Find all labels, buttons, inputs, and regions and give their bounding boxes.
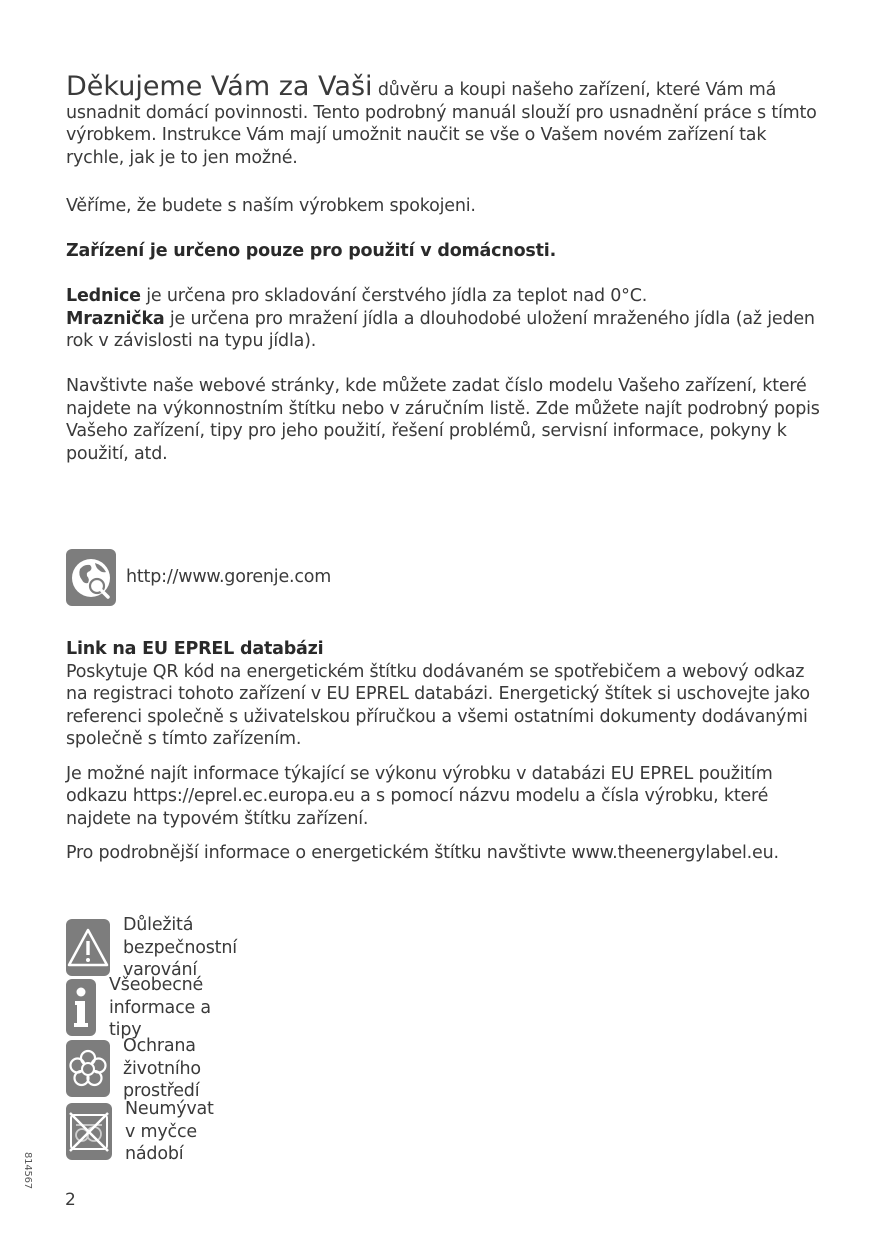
legend-label: Důležitá bezpečnostní varování — [123, 915, 237, 980]
eprel-section — [66, 638, 826, 865]
fridge-text: je určena pro skladování čerstvého jídla za teplot nad 0°C. — [140, 286, 648, 306]
household-only-notice: Zařízení je určeno pouze pro použití v domácnosti. — [66, 241, 557, 261]
legend-item — [66, 1098, 218, 1166]
no-dishwasher-icon — [66, 1103, 112, 1160]
intro-line1: důvěru a koupi našeho zařízení, které Vám — [372, 80, 744, 100]
intro-lead: Děkujeme Vám za Vaši — [66, 71, 373, 102]
globe-search-icon — [66, 549, 116, 606]
freezer-term: Mraznička — [66, 308, 165, 329]
eprel-paragraph-2: Je možné najít informace týkající se výkonu výrobku v databázi EU EPREL použitím odkazu https://eprel.ec.europa.eu a s pomocí názvu modelu a čísla výrobku, které najdete na typovém štítku zařízení. — [66, 763, 773, 829]
warning-triangle-icon — [66, 919, 110, 976]
intro-rest: má usnadnit domácí povinnosti. Tento podrobný manuál slouží pro usnadnění práce s tímto výrobkem. Instrukce Vám mají umožnit naučit se vše o Vašem novém zařízení tak rychle, jak je to jen možné. — [66, 80, 817, 168]
legend-item — [66, 1035, 207, 1103]
eprel-paragraph-1: Poskytuje QR kód na energetickém štítku dodávaném se spotřebičem a webový odkaz na registraci tohoto zařízení v EU EPREL databázi. Energetický štítek si uschovejte jako referenci společně s uživatelskou příručkou a všemi ostatními dokumenty dodávanými společně s tímto zařízením. — [66, 661, 810, 749]
intro-paragraph — [66, 71, 826, 169]
eprel-paragraph-3: Pro podrobnější informace o energetickém štítku navštivte www.theenergylabel.eu. — [66, 843, 779, 863]
freezer-text: je určena pro mražení jídla a dlouhodobé uložení mraženého jídla (až jeden rok v závislosti na typu jídla). — [66, 308, 815, 351]
eprel-heading: Link na EU EPREL databázi — [66, 639, 324, 659]
info-icon — [66, 979, 96, 1036]
page-number: 2 — [65, 1190, 76, 1210]
legend-item — [66, 974, 223, 1042]
legend-label: Neumývat v myčce nádobí — [125, 1099, 214, 1164]
legend-label: Všeobecné informace a tipy — [109, 975, 211, 1040]
website-url[interactable]: http://www.gorenje.com — [126, 567, 332, 588]
side-code: 814567 — [22, 1152, 33, 1189]
legend-label: Ochrana životního prostředí — [123, 1036, 201, 1101]
fridge-term: Lednice — [66, 286, 141, 306]
believe-text: Věříme, že budete s naším výrobkem spokojeni. — [66, 196, 476, 216]
visit-website-text: Navštivte naše webové stránky, kde můžete zadat číslo modelu Vašeho zařízení, které najdete na výkonnostním štítku nebo v záručním listě. Zde můžete najít podrobný popis Vašeho zařízení, tipy pro jeho použití, řešení problémů, servisní informace, pokyny k použití, atd. — [66, 376, 820, 464]
flower-icon — [66, 1040, 110, 1097]
appliance-description — [66, 285, 826, 353]
legend-item — [66, 914, 243, 982]
website-row — [66, 549, 331, 606]
